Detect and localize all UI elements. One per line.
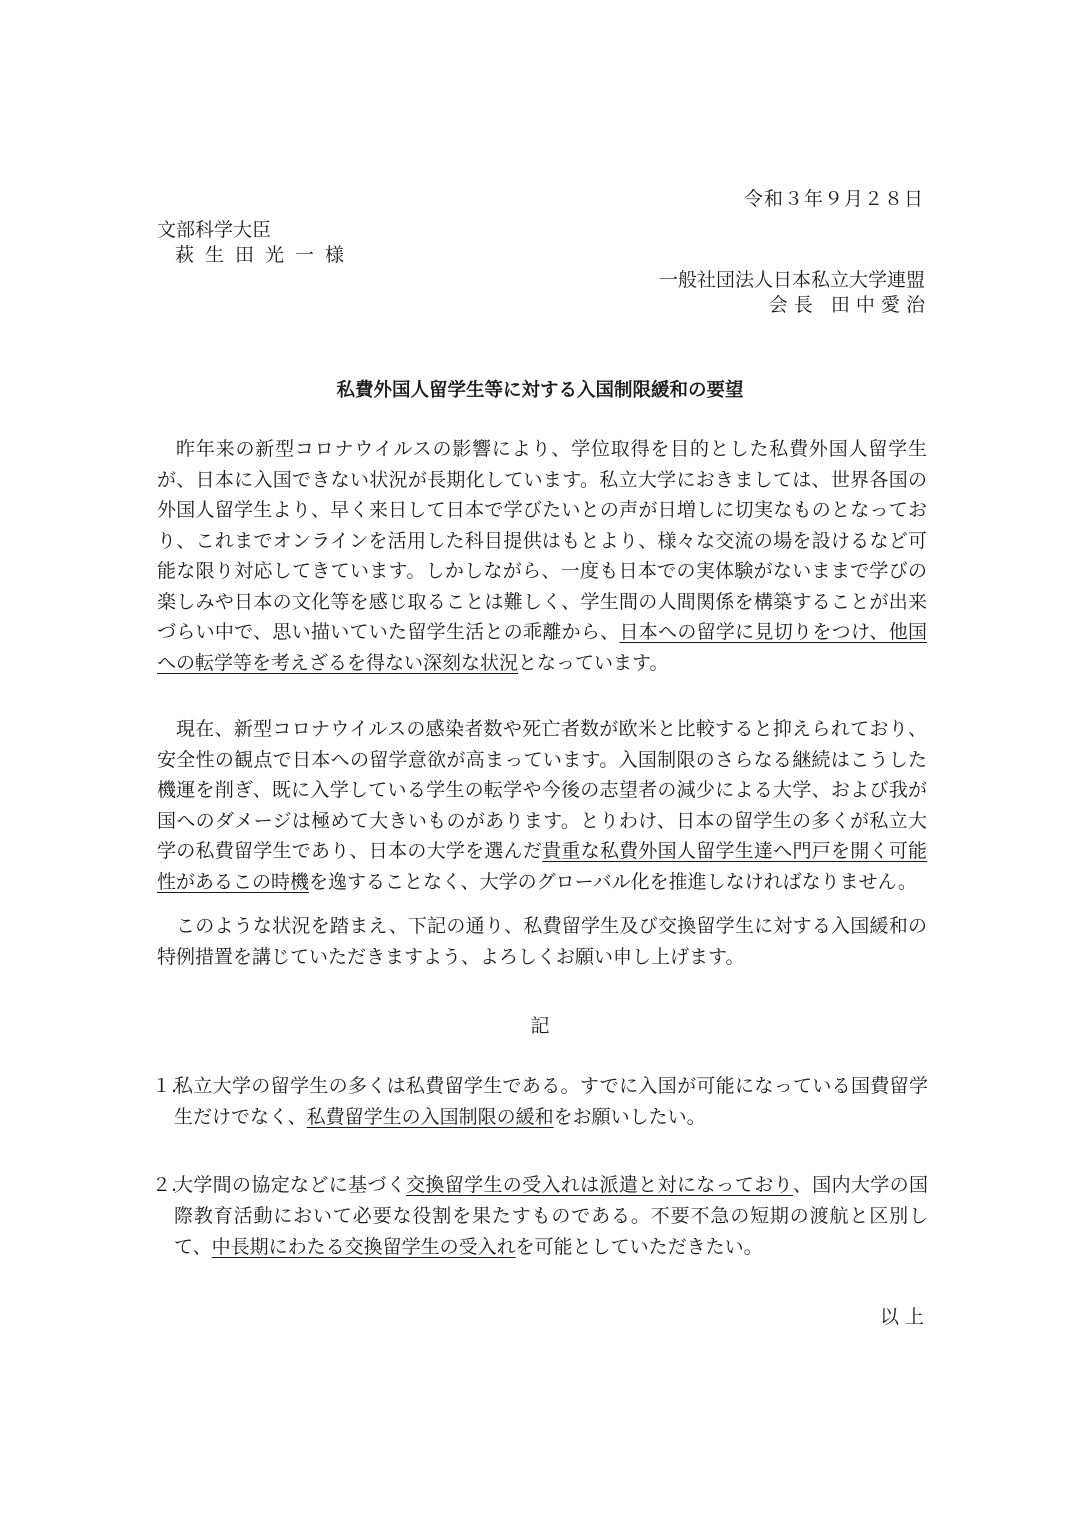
paragraph-1-text-a: 昨年来の新型コロナウイルスの影響により、学位取得を目的とした私費外国人留学生が、日本に入国できない状況が長期化しています。私立大学におきましては、世界各国の外国人留学生より、早く来日して日本で学びたいとの声が日増しに切実なものとなっており、これまでオンラインを活用した科目提供はもとより、様々な交流の場を設けるなど可能な限り対応してきています。しかしながら、一度も日本での実体験がないままで学びの楽しみや日本の文化等を感じ取ることは難しく、学生間の人間関係を構築することが出来づらい中で、思い描いていた留学生活との乖離から、 [157, 438, 927, 643]
paragraph-2-text-b: を逸することなく、大学のグローバル化を推進しなければなりません。 [309, 870, 917, 893]
list-item-1-number: １. [152, 1075, 178, 1097]
paragraph-1-underline: 日本への留学に見切りをつけ、他国への転学等を考えざるを得ない深刻な状況 [157, 621, 927, 674]
list-item-1-body [174, 1071, 928, 1133]
document-date: 令和３年９月２８日 [743, 188, 924, 210]
sender-org: 一般社団法人日本私立大学連盟 [658, 269, 925, 291]
document-title: 私費外国人留学生等に対する入国制限緩和の要望 [336, 380, 744, 401]
list-item-1-text-b: をお願いしたい。 [553, 1106, 706, 1128]
list-item-2-text-c: を可能としていただきたい。 [515, 1236, 763, 1258]
list-item-2-text-b: 、国内大学の国際教育活動において必要な役割を果たすものである。不要不急の短期の渡航と区別して、 [174, 1174, 928, 1258]
list-item-2-underline: 交換留学生の受入れは派遣と対になっており [406, 1174, 793, 1196]
list-item-1-underline: 私費留学生の入国制限の緩和 [306, 1106, 554, 1128]
paragraph-3-text: このような状況を踏まえ、下記の通り、私費留学生及び交換留学生に対する入国緩和の特例措置を講じていただきますよう、よろしくお願い申し上げます。 [157, 915, 927, 968]
list-item-2-body [174, 1170, 928, 1263]
body-paragraph-2 [157, 714, 927, 897]
list-item-2-underline-2: 中長期にわたる交換留学生の受入れ [211, 1236, 516, 1258]
sender-name: 会 長 田 中 愛 治 [768, 294, 925, 316]
list-item-1 [152, 1071, 928, 1133]
paragraph-1-text-b: となっています。 [518, 651, 669, 674]
paragraph-2-underline: 貴重な私費外国人留学生達へ門戸を開く可能性があるこの時機 [157, 840, 927, 893]
recipient-org: 文部科学大臣 [157, 219, 272, 241]
body-paragraph-3 [157, 911, 927, 972]
closing-mark: 以 上 [879, 1306, 924, 1328]
ki-heading: 記 [530, 1015, 550, 1037]
list-item-2-number: ２. [152, 1174, 178, 1196]
list-item-2-text-a: 大学間の協定などに基づく [174, 1174, 407, 1196]
list-item-1-text-a: 私立大学の留学生の多くは私費留学生である。すでに入国が可能になっている国費留学生だけでなく、 [174, 1075, 928, 1128]
paragraph-2-text-a: 現在、新型コロナウイルスの感染者数や死亡者数が欧米と比較すると抑えられており、安全性の観点で日本への留学意欲が高まっています。入国制限のさらなる継続はこうした機運を削ぎ、既に入学している学生の転学や今後の志望者の減少による大学、および我が国へのダメージは極めて大きいものがあります。とりわけ、日本の留学生の多くが私立大学の私費留学生であり、日本の大学を選んだ [157, 718, 927, 862]
recipient-name: 萩生田光一様 [175, 244, 356, 266]
body-paragraph-1 [157, 434, 927, 678]
list-item-2 [152, 1170, 928, 1263]
